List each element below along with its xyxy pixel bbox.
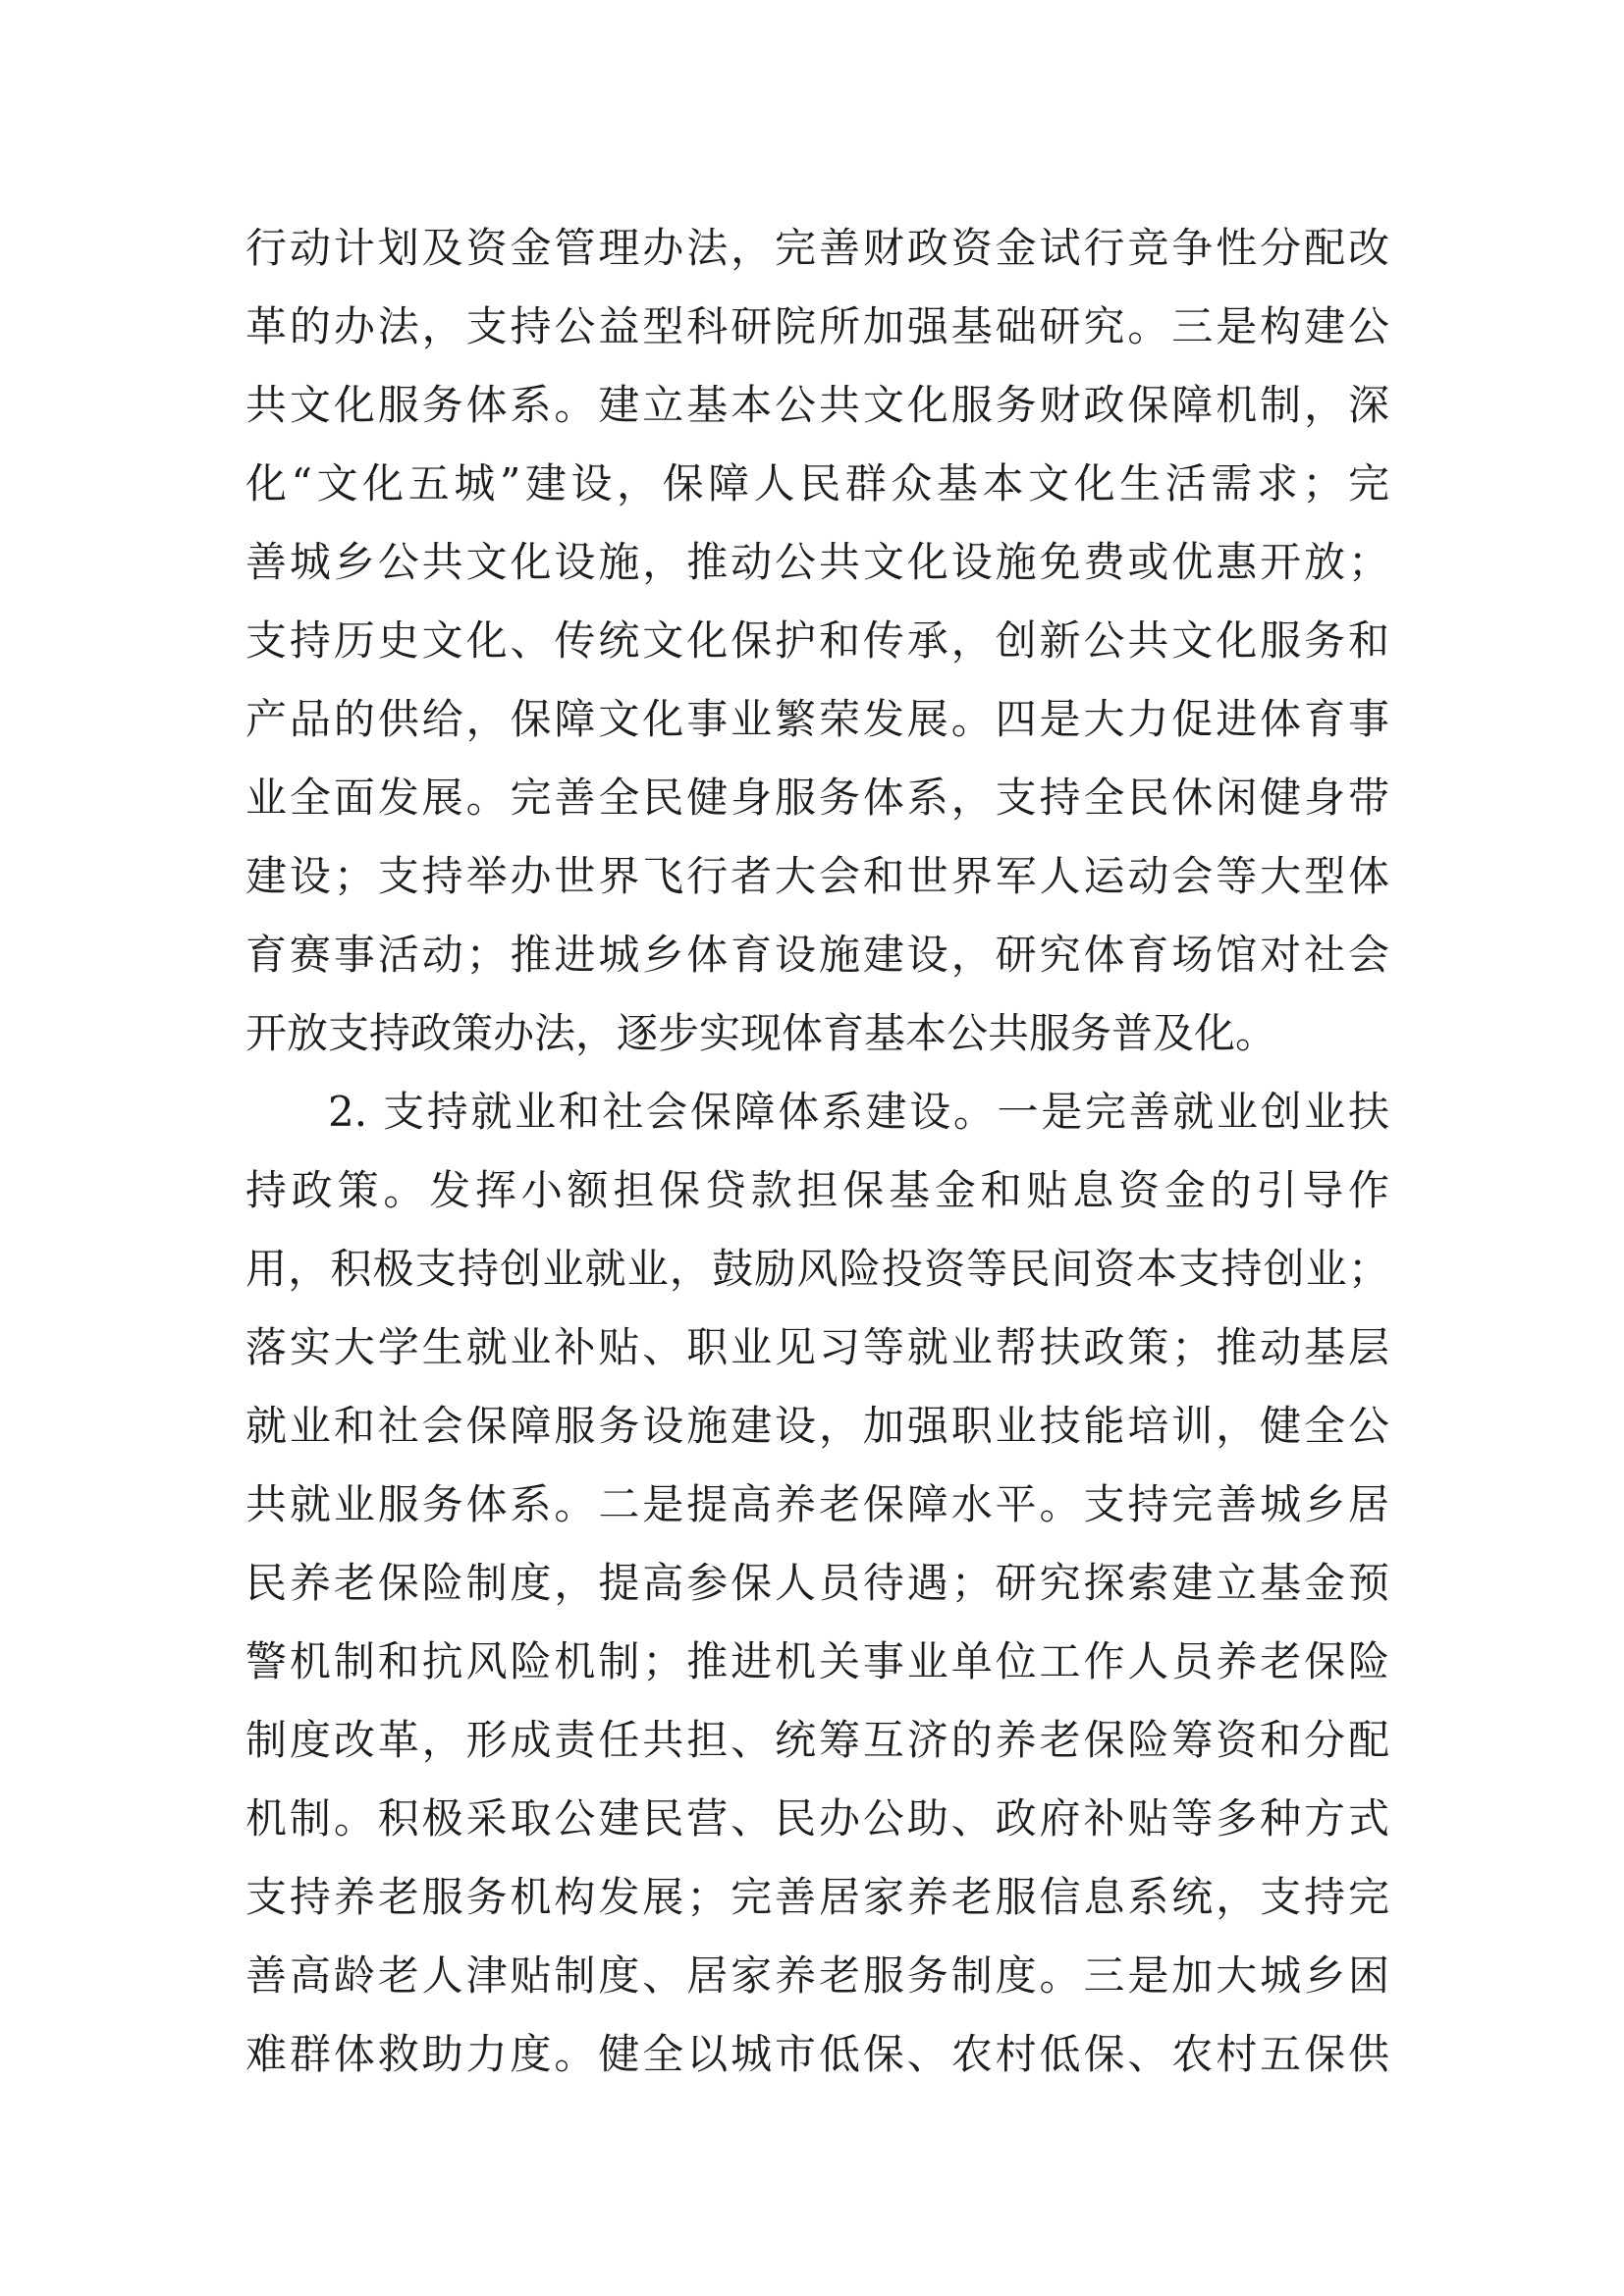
text-line: 落实大学生就业补贴、职业见习等就业帮扶政策；推动基层 (245, 1323, 1389, 1371)
text-line: 产品的供给，保障文化事业繁荣发展。四是大力促进体育事 (245, 695, 1389, 743)
text-line: 警机制和抗风险机制；推进机关事业单位工作人员养老保险 (245, 1637, 1389, 1685)
text-line: 革的办法，支持公益型科研院所加强基础研究。三是构建公 (245, 302, 1389, 350)
body-text (245, 209, 1389, 2094)
text-line: 建设；支持举办世界飞行者大会和世界军人运动会等大型体 (245, 852, 1389, 900)
text-line: 共就业服务体系。二是提高养老保障水平。支持完善城乡居 (245, 1480, 1389, 1528)
text-line: 共文化服务体系。建立基本公共文化服务财政保障机制，深 (245, 381, 1389, 429)
text-line: 难群体救助力度。健全以城市低保、农村低保、农村五保供 (245, 2030, 1389, 2078)
text-line: 业全面发展。完善全民健身服务体系，支持全民休闲健身带 (245, 774, 1389, 822)
text-line: 开放支持政策办法，逐步实现体育基本公共服务普及化。 (245, 1009, 1277, 1057)
paragraph-first-line: 2. 支持就业和社会保障体系建设。一是完善就业创业扶 (328, 1088, 1389, 1136)
text-line: 制度改革，形成责任共担、统筹互济的养老保险筹资和分配 (245, 1716, 1389, 1764)
text-line: 善城乡公共文化设施，推动公共文化设施免费或优惠开放； (245, 538, 1389, 586)
text-line: 善高龄老人津贴制度、居家养老服务制度。三是加大城乡困 (245, 1951, 1389, 2000)
text-line: 化“文化五城”建设，保障人民群众基本文化生活需求；完 (245, 459, 1389, 507)
text-line: 机制。积极采取公建民营、民办公助、政府补贴等多种方式 (245, 1794, 1389, 1842)
text-line: 民养老保险制度，提高参保人员待遇；研究探索建立基金预 (245, 1559, 1389, 1607)
text-line: 支持养老服务机构发展；完善居家养老服信息系统，支持完 (245, 1873, 1389, 1921)
text-line: 行动计划及资金管理办法，完善财政资金试行竞争性分配改 (245, 224, 1389, 272)
text-line: 支持历史文化、传统文化保护和传承，创新公共文化服务和 (245, 616, 1389, 665)
text-line: 就业和社会保障服务设施建设，加强职业技能培训，健全公 (245, 1402, 1389, 1450)
text-line: 育赛事活动；推进城乡体育设施建设，研究体育场馆对社会 (245, 931, 1389, 979)
text-line: 持政策。发挥小额担保贷款担保基金和贴息资金的引导作 (245, 1166, 1389, 1214)
text-line: 用，积极支持创业就业，鼓励风险投资等民间资本支持创业； (245, 1245, 1389, 1293)
